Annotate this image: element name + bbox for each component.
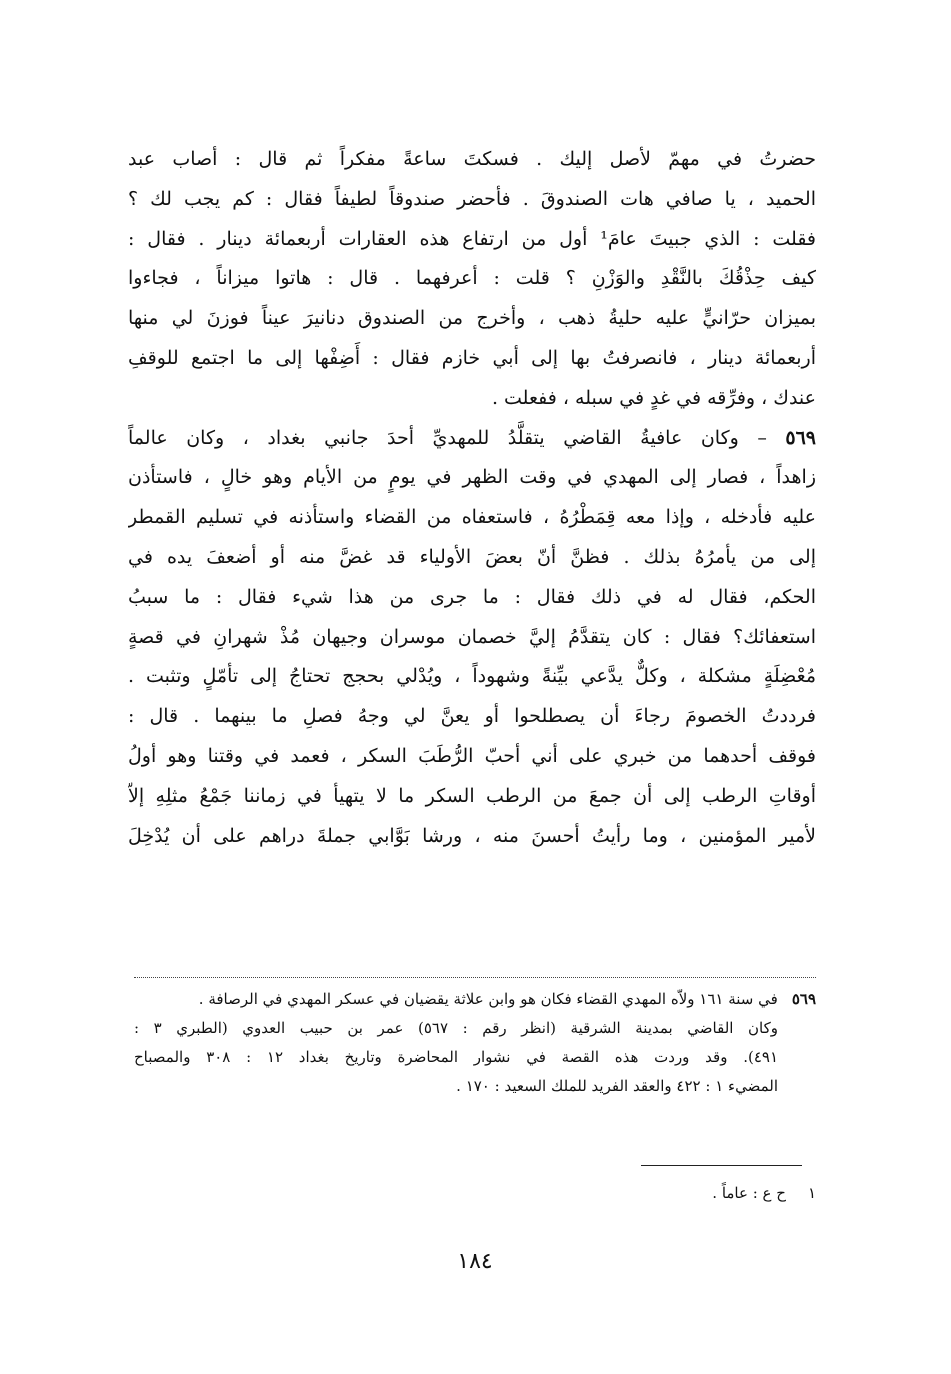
text-line: حضرتُ في مهمّ لأصل إليك . فسكتَ ساعةً مفكراً ثم قال : أصاب عبد — [128, 148, 816, 170]
text-line: كيف حِذْقُكَ بالنَّقْدِ والوَزْنِ ؟ قلت : أعرفهما . قال : هاتوا ميزاناً ، فجاءوا — [128, 267, 816, 290]
text-line: أربعمائة دينار ، فانصرفتُ بها إلى أبي خازم فقال : أَضِفْها إلى ما اجتمع للوقفِ — [128, 346, 816, 369]
text-line: فرددتُ الخصومَ رجاءَ أن يصطلحوا أو يعنَّ لي وجهُ فصلِ ما بينهما . قال : — [128, 705, 816, 728]
text-line: فقلت : الذي جبيتَ عامَ¹ أول من ارتفاع هذه العقارات أربعمائة دينار . فقال : — [128, 227, 816, 250]
main-text — [128, 140, 816, 856]
text-line: الحميد ، يا صافي هات الصندوقَ . فأحضر صندوقاً لطيفاً فقال : كم يجب لك ؟ — [128, 187, 816, 210]
footnote — [560, 1180, 816, 1206]
footnote-number: ١ — [807, 1184, 816, 1202]
text-line: زاهداً ، فصار إلى المهدي في وقت الظهر في يومٍ من الأيام وهو خالٍ ، فاستأذن — [128, 466, 816, 489]
entry-first-line-text: – وكان عافيةُ القاضي يتقلَّدُ للمهديِّ أحدَ جانبي بغداد ، وكان عالماً — [128, 426, 786, 449]
text-line: الحكم، فقال له في ذلك فقال : ما جرى من هذا شيء فقال : ما سببُ — [128, 585, 816, 608]
page-number: ١٨٤ — [457, 1249, 493, 1274]
text-line: مُعْضِلَةٍ مشكلة ، وكلٌّ يدَّعي بيِّنةً وشهوداً ، ويُدْلي بحجج تحتاجُ إلى تأمّلٍ وتثبت . — [128, 665, 816, 688]
footnote-divider — [641, 1165, 802, 1166]
note-number: ٥٦٩ — [791, 990, 816, 1008]
text-line: أوقاتِ الرطب إلى أن جمعَ من الرطب السكر ما لا يتهيأ في زماننا جَمْعُ مثلِهِ إلاّ — [128, 784, 816, 807]
text-line: بميزان حرّانيٍّ عليه حليةُ ذهب ، وأخرج من الصندوق دنانيرَ عيناً فوزنَ لي منها — [128, 307, 816, 330]
note-first-line — [134, 985, 816, 1014]
note-line: وكان القاضي بمدينة الشرقية (انظر رقم : ٥٦٧) عمر بن حبيب العدوي (الطبري ٣ : — [134, 1019, 778, 1037]
text-line: إلى من يأمرُهُ بذلك . فظنَّ أنّ بعضَ الأولياء قد غضَّ منه أو أضعفَ يده في — [128, 545, 816, 568]
note-line: المضيء ١ : ٤٢٢ والعقد الفريد للملك السعيد : ١٧٠ . — [456, 1077, 778, 1095]
text-line: عندك ، وفرِّقه في غدٍ في سبله ، ففعلت . — [491, 386, 816, 409]
text-line: لأمير المؤمنين ، وما رأيتُ أحسنَ منه ، ورشا بَوَّابي جملةَ دراهم على أن يُدْخِلَ — [128, 824, 816, 847]
text-line: فوقف أحدهما من خبري على أني أحبّ الرُّطَبَ السكر ، فعمد في وقتنا وهو أولُ — [128, 744, 816, 767]
text-line: استعفائك؟ فقال : كان يتقدَّمُ إليَّ خصمان موسران وجيهان مُذْ شهرانِ في قصةٍ — [128, 625, 816, 648]
note-line: ٤٩١). وقد وردت هذه القصة في نشوار المحاضرة وتاريخ بغداد ١٢ : ٣٠٨ والمصباح — [134, 1048, 778, 1066]
entry-first-line — [128, 419, 816, 459]
text-line: عليه فأدخله ، وإذا معه قِمَطْرُهُ ، فاستعفاه من القضاء واستأذنه في تسليم القمطر — [128, 506, 816, 529]
notes-divider — [134, 977, 816, 978]
commentary-notes — [134, 985, 816, 1101]
note-first-line-text: في سنة ١٦١ ولاّه المهدي القضاء فكان هو وابن علاثة يقضيان في عسكر المهدي في الرصافة . — [198, 990, 778, 1008]
footnote-text: ح ع : عاماً . — [712, 1184, 786, 1202]
entry-number: ٥٦٩ — [785, 426, 816, 449]
